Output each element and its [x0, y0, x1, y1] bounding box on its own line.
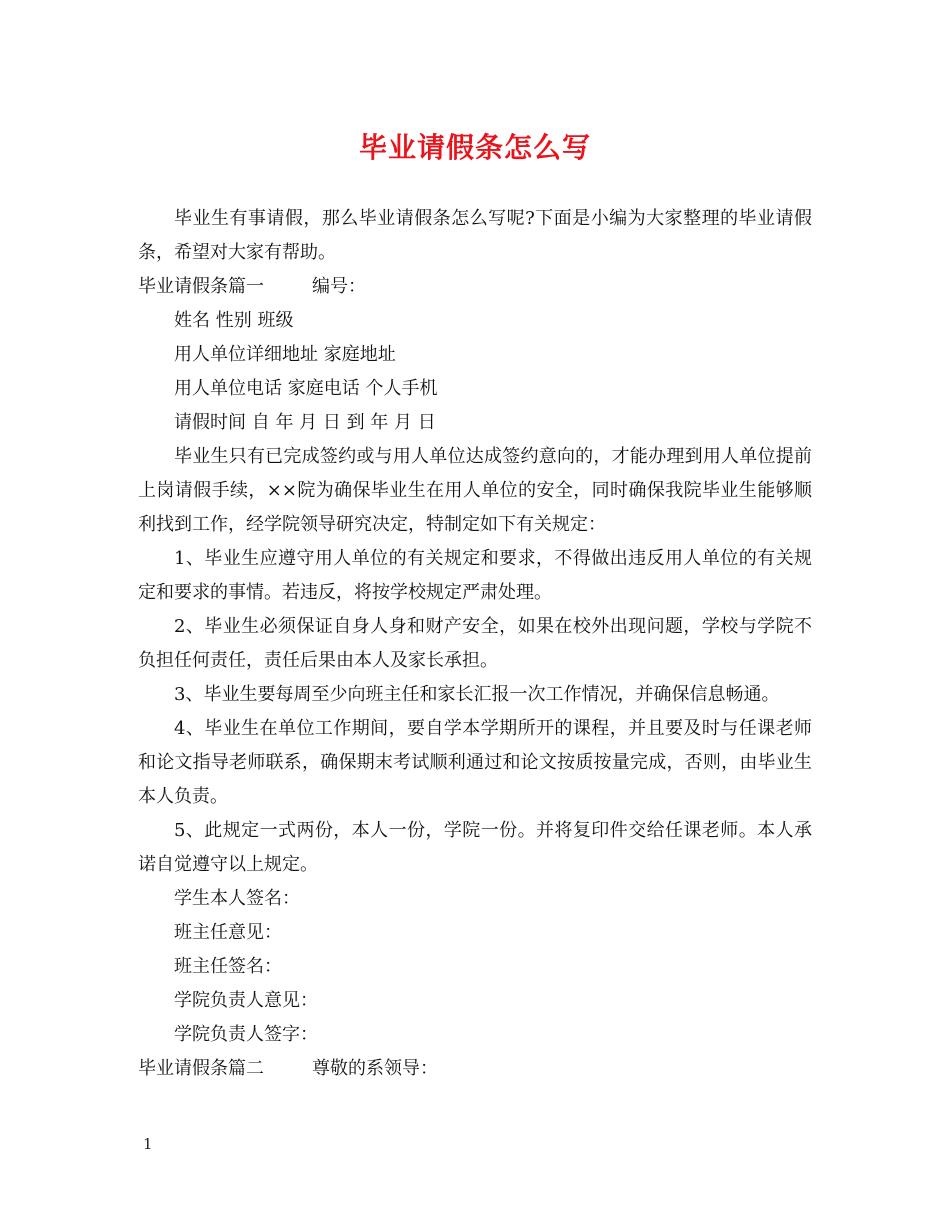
signature-teacher-opinion: 班主任意见： — [174, 922, 282, 943]
form-line-phone: 用人单位电话 家庭电话 个人手机 — [174, 378, 438, 399]
intro-paragraph: 毕业生有事请假，那么毕业请假条怎么写呢?下面是小编为大家整理的毕业请假条，希望对大家有帮助。 — [138, 208, 812, 263]
rules-intro-paragraph: 毕业生只有已完成签约或与用人单位达成签约意向的，才能办理到用人单位提前上岗请假手续，××院为确保毕业生在用人单位的安全，同时确保我院毕业生能够顺利找到工作，经学院领导研究决定，特制定如下有关规定： — [138, 446, 812, 535]
document-body — [138, 202, 812, 1086]
form-line-address: 用人单位详细地址 家庭地址 — [174, 344, 396, 365]
section-2-title: 毕业请假条篇二 — [138, 1058, 264, 1079]
rule-item-4: 4、毕业生在单位工作期间，要自学本学期所开的课程，并且要及时与任课老师和论文指导老师联系，确保期末考试顺利通过和论文按质按量完成，否则，由毕业生本人负责。 — [138, 718, 812, 807]
signature-student: 学生本人签名： — [174, 888, 300, 909]
document-title: 毕业请假条怎么写 — [358, 131, 591, 164]
page-number: 1 — [143, 1135, 153, 1153]
rule-item-5: 5、此规定一式两份，本人一份，学院一份。并将复印件交给任课老师。本人承诺自觉遵守以上规定。 — [138, 820, 812, 875]
section-heading-1 — [138, 270, 812, 304]
signature-dean-opinion: 学院负责人意见： — [174, 990, 318, 1011]
form-line-name: 姓名 性别 班级 — [174, 310, 294, 331]
signature-teacher: 班主任签名： — [174, 956, 282, 977]
form-line-leave-time: 请假时间 自 年 月 日 到 年 月 日 — [174, 412, 436, 433]
section-1-label: 编号： — [312, 276, 366, 297]
rule-item-2: 2、毕业生必须保证自身人身和财产安全，如果在校外出现问题，学校与学院不负担任何责任，责任后果由本人及家长承担。 — [138, 616, 812, 671]
rule-item-3: 3、毕业生要每周至少向班主任和家长汇报一次工作情况，并确保信息畅通。 — [174, 684, 780, 705]
section-1-title: 毕业请假条篇一 — [138, 276, 264, 297]
section-2-label: 尊敬的系领导： — [312, 1058, 438, 1079]
section-heading-2 — [138, 1052, 812, 1086]
signature-dean: 学院负责人签字： — [174, 1024, 318, 1045]
rule-item-1: 1、毕业生应遵守用人单位的有关规定和要求，不得做出违反用人单位的有关规定和要求的事情。若违反，将按学校规定严肃处理。 — [138, 548, 812, 603]
